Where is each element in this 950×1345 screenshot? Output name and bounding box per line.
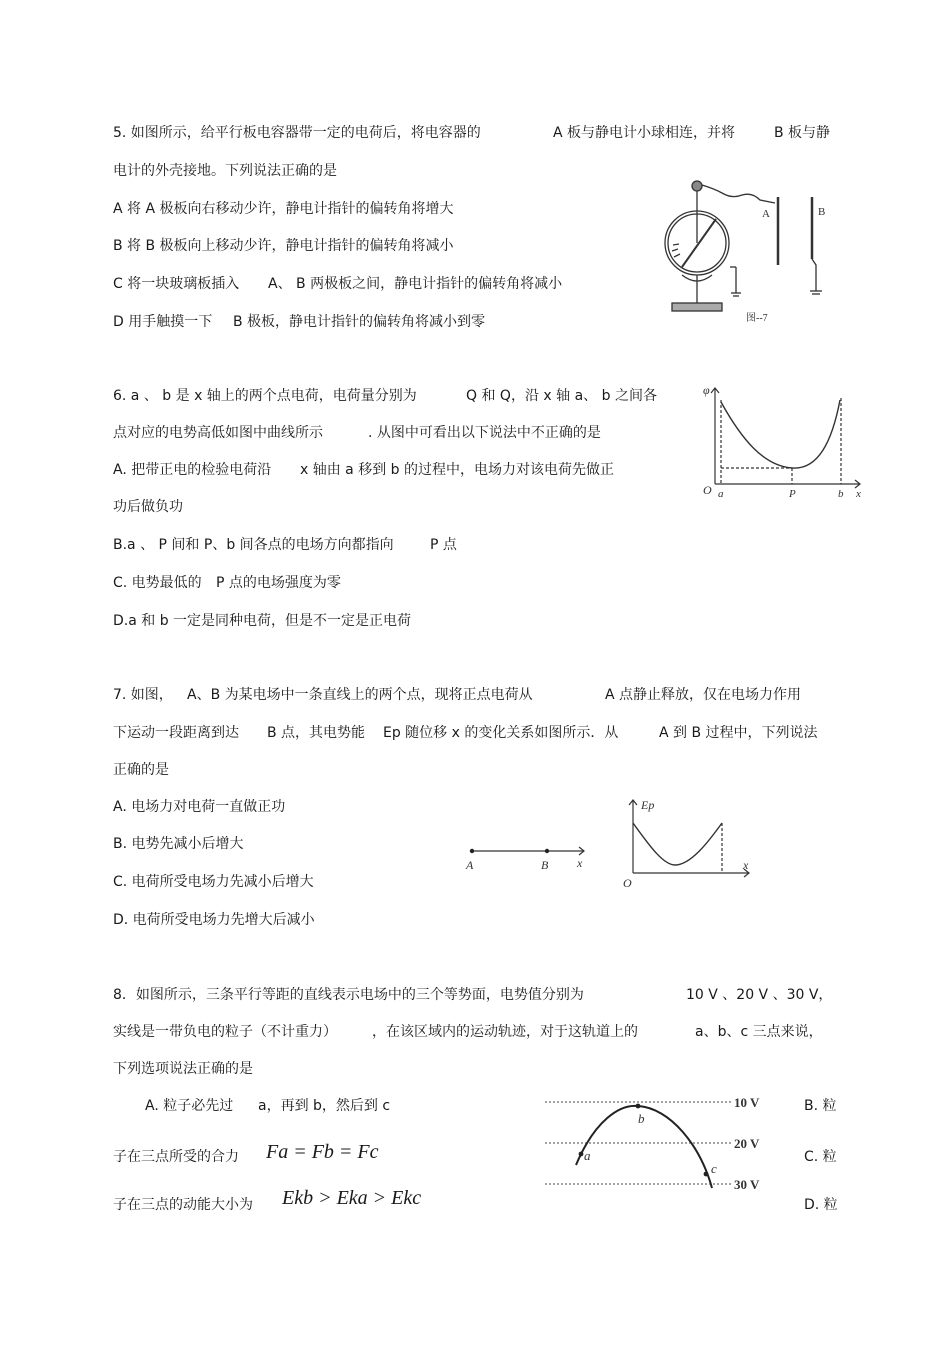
- q8-option-d-start: D. 粒: [804, 1197, 838, 1213]
- q5-option-c2: A、 B 两极板之间，静电计指针的偏转角将减小: [268, 276, 563, 292]
- fig6-x: x: [856, 488, 861, 500]
- ep-graph: [615, 795, 755, 890]
- q7-option-a: A. 电场力对电荷一直做正功: [113, 799, 286, 815]
- q5-option-c1: C 将一块玻璃板插入: [113, 276, 240, 292]
- fig6-o: O: [703, 483, 712, 497]
- q7-line2a: 下运动一段距离到达: [113, 725, 239, 741]
- q7-line1a: 7. 如图，: [113, 687, 173, 703]
- q7-option-d: D. 电荷所受电场力先增大后减小: [113, 912, 315, 928]
- q8-line1a: 8．如图所示，三条平行等距的直线表示电场中的三个等势面，电势值分别为: [113, 987, 584, 1003]
- q8-option-c-start: C. 粒: [804, 1149, 837, 1165]
- q8-option-a2: a，再到 b，然后到 c: [258, 1098, 391, 1114]
- q7-line3: 正确的是: [113, 762, 169, 778]
- fig8-label-20v: 20 V: [734, 1136, 760, 1151]
- fig5-label-b: B: [818, 206, 826, 218]
- q7-line1c: A 点静止释放，仅在电场力作用: [605, 687, 802, 703]
- q8-line3: 下列选项说法正确的是: [113, 1061, 253, 1077]
- q6-option-b2: P 点: [430, 537, 457, 553]
- q8-option-b-start: B. 粒: [804, 1098, 837, 1114]
- q8-line2a: 实线是一带负电的粒子（不计重力）: [113, 1024, 337, 1040]
- fig8-label-b: b: [638, 1111, 645, 1126]
- q5-option-d1: D 用手触摸一下: [113, 314, 213, 330]
- q8-option-c-text: 子在三点的动能大小为: [113, 1197, 253, 1213]
- fig6-a: a: [718, 488, 724, 500]
- electroscope-figure: [660, 175, 840, 325]
- q6-line2b: . 从图中可看出以下说法中不正确的是: [368, 425, 601, 441]
- q8-option-a1: A. 粒子必先过: [145, 1098, 234, 1114]
- fig5-label-a: A: [762, 208, 770, 220]
- q7-line2c: Ep 随位移 x 的变化关系如图所示．从: [383, 725, 619, 741]
- formula-kinetic-energy: Ekb > Eka > Ekc: [282, 1187, 422, 1209]
- q8-line2c: a、b、c 三点来说，: [695, 1024, 823, 1040]
- fig6-p: P: [789, 488, 796, 500]
- q6-option-b1: B.a 、 P 间和 P、b 间各点的电场方向都指向: [113, 537, 394, 553]
- q7-line2d: A 到 B 过程中，下列说法: [659, 725, 818, 741]
- fig6-b: b: [838, 488, 844, 500]
- q6-line1a: 6. a 、 b 是 x 轴上的两个点电荷，电荷量分别为: [113, 388, 417, 404]
- q5-option-d2: B 极板，静电计指针的偏转角将减小到零: [233, 314, 486, 330]
- q6-line1b: Q 和 Q，沿 x 轴 a、 b 之间各: [466, 388, 657, 404]
- q5-line1b: A 板与静电计小球相连，并将: [553, 125, 736, 141]
- q6-option-d: D.a 和 b 一定是同种电荷，但是不一定是正电荷: [113, 613, 412, 629]
- formula-forces-equal: Fa = Fb = Fc: [266, 1141, 379, 1163]
- q5-line2: 电计的外壳接地。下列说法正确的是: [113, 163, 337, 179]
- q5-line1c: B 板与静: [774, 125, 831, 141]
- q7-option-b: B. 电势先减小后增大: [113, 836, 244, 852]
- q8-line1b: 10 V 、20 V 、30 V，: [686, 987, 833, 1003]
- q6-option-a2: 功后做负功: [113, 499, 183, 515]
- fig7-o: O: [623, 876, 632, 890]
- q7-line2b: B 点，其电势能: [267, 725, 366, 741]
- q5-option-a: A 将 A 极板向右移动少许，静电计指针的偏转角将增大: [113, 201, 454, 217]
- fig8-label-30v: 30 V: [734, 1177, 760, 1192]
- q8-line2b: ，在该区域内的运动轨迹，对于这轨道上的: [372, 1024, 638, 1040]
- fig6-phi: φ: [703, 383, 710, 397]
- fig7-label-x: x: [577, 856, 583, 870]
- q6-line2a: 点对应的电势高低如图中曲线所示: [113, 425, 323, 441]
- fig8-label-a: a: [584, 1148, 591, 1163]
- potential-graph: [700, 380, 870, 505]
- q6-option-c2: P 点的电场强度为零: [216, 575, 341, 591]
- q7-option-c: C. 电荷所受电场力先减小后增大: [113, 874, 314, 890]
- q6-option-c1: C. 电势最低的: [113, 575, 202, 591]
- q6-option-a1b: x 轴由 a 移到 b 的过程中，电场力对该电荷先做正: [300, 462, 615, 478]
- fig7-ep: Ep: [641, 798, 655, 812]
- fig8-label-c: c: [711, 1161, 717, 1176]
- fig8-label-10v: 10 V: [734, 1095, 760, 1110]
- q7-line1b: A、B 为某电场中一条直线上的两个点，现将正点电荷从: [187, 687, 533, 703]
- fig7-label-b: B: [541, 858, 549, 872]
- equipotential-figure: [540, 1090, 780, 1200]
- q6-option-a1a: A. 把带正电的检验电荷沿: [113, 462, 272, 478]
- fig7-x2: x: [743, 858, 749, 872]
- q8-option-b-text: 子在三点所受的合力: [113, 1149, 239, 1165]
- q5-option-b: B 将 B 极板向上移动少许，静电计指针的偏转角将减小: [113, 238, 454, 254]
- fig7-label-a: A: [466, 858, 474, 872]
- q5-line1a: 5. 如图所示，给平行板电容器带一定的电荷后，将电容器的: [113, 125, 481, 141]
- line-ab-figure: [460, 840, 590, 875]
- fig5-caption: 图--7: [746, 313, 768, 324]
